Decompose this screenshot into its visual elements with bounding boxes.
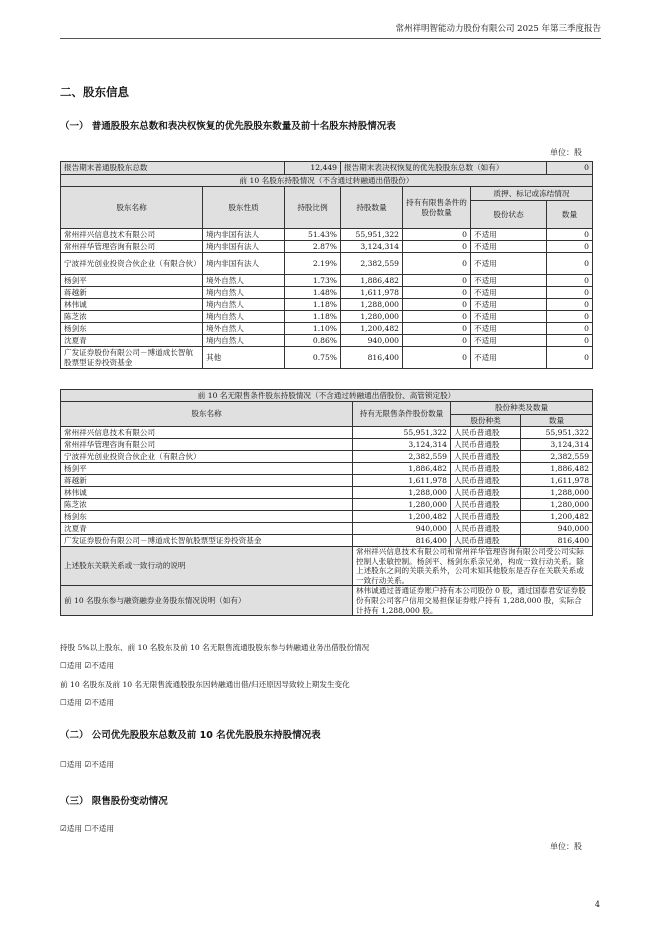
shareholder-name: 杨剑平 xyxy=(61,275,203,287)
pledge-count: 0 xyxy=(547,347,593,369)
share-type: 人民币普通股 xyxy=(451,487,521,499)
shareholding-ratio: 0.86% xyxy=(285,335,341,347)
pledge-count: 0 xyxy=(547,253,593,275)
pledge-count: 0 xyxy=(547,335,593,347)
shareholder-name: 常州祥兴信息技术有限公司 xyxy=(61,229,203,241)
shareholder-name: 常州祥兴信息技术有限公司 xyxy=(61,427,353,439)
table-row xyxy=(61,287,593,299)
related-parties-text: 常州祥兴信息技术有限公司和常州祥华管理咨询有限公司受公司实际控制人张敏控制。杨剑平、杨剑东系亲兄弟，构成一致行动关系。除上述股东之间的关联关系外，公司未知其他股东是否存在关联关系或一致行动关系。 xyxy=(353,547,593,586)
shareholder-name: 林伟诚 xyxy=(61,299,203,311)
shareholding-ratio: 1.48% xyxy=(285,287,341,299)
shareholder-nature: 境内自然人 xyxy=(203,335,285,347)
shareholding-ratio: 2.19% xyxy=(285,253,341,275)
restricted-qty: 0 xyxy=(403,287,471,299)
shareholding-qty: 1,611,978 xyxy=(341,287,403,299)
unrestricted-qty: 1,200,482 xyxy=(353,511,451,523)
shareholder-name: 宁波祥光创业投资合伙企业（有限合伙） xyxy=(61,253,203,275)
table-row xyxy=(61,475,593,487)
shareholding-qty: 3,124,314 xyxy=(341,241,403,253)
shareholding-ratio: 1.73% xyxy=(285,275,341,287)
note-change-options[interactable]: ☐适用 ☑不适用 xyxy=(60,698,114,707)
pref-holders-label: 报告期末表决权恢复的优先股股东总数（如有） xyxy=(341,162,547,175)
pledge-count: 0 xyxy=(547,241,593,253)
table-row xyxy=(61,511,593,523)
col-header-nature: 股东性质 xyxy=(203,187,285,229)
unrestricted-qty: 55,951,322 xyxy=(353,427,451,439)
unrestricted-banner: 前 10 名无限售条件股东持股情况（不含通过转融通出借股份、高管锁定股） xyxy=(61,390,593,402)
table-row xyxy=(61,535,593,547)
shareholder-name: 宁波祥光创业投资合伙企业（有限合伙） xyxy=(61,451,353,463)
table-row xyxy=(61,241,593,253)
related-parties-label: 上述股东关联关系或一致行动的说明 xyxy=(61,547,353,586)
pledge-status: 不适用 xyxy=(471,229,547,241)
restricted-qty: 0 xyxy=(403,299,471,311)
shareholder-name: 沈夏青 xyxy=(61,523,353,535)
common-holders-label: 报告期末普通股股东总数 xyxy=(61,162,285,175)
top10-banner: 前 10 名股东持股情况（不含通过转融通出借股份） xyxy=(61,175,593,187)
unrestricted-qty: 3,124,314 xyxy=(353,439,451,451)
restricted-qty: 0 xyxy=(403,241,471,253)
pledge-count: 0 xyxy=(547,323,593,335)
share-type: 人民币普通股 xyxy=(451,451,521,463)
shareholder-name: 常州祥华管理咨询有限公司 xyxy=(61,439,353,451)
share-count: 2,382,559 xyxy=(521,451,593,463)
share-count: 1,280,000 xyxy=(521,499,593,511)
pledge-status: 不适用 xyxy=(471,311,547,323)
u-col-header-name: 股东名称 xyxy=(61,402,353,427)
subsection-3-options[interactable]: ☑适用 ☐不适用 xyxy=(60,824,114,833)
page-number: 4 xyxy=(594,900,600,909)
restricted-qty: 0 xyxy=(403,229,471,241)
u-col-header-type: 股份种类 xyxy=(451,415,521,427)
subsection-1-title: （一） 普通股股东总数和表决权恢复的优先股股东数量及前十名股东持股情况表 xyxy=(60,121,396,132)
shareholder-name: 沈夏青 xyxy=(61,335,203,347)
unrestricted-qty: 940,000 xyxy=(353,523,451,535)
subsection-2-options[interactable]: ☐适用 ☑不适用 xyxy=(60,760,114,769)
shareholding-ratio: 0.75% xyxy=(285,347,341,369)
table-row xyxy=(61,253,593,275)
share-type: 人民币普通股 xyxy=(451,535,521,547)
share-count: 1,611,978 xyxy=(521,475,593,487)
shareholding-ratio: 1.10% xyxy=(285,323,341,335)
unrestricted-qty: 1,611,978 xyxy=(353,475,451,487)
unit-label: 单位：股 xyxy=(550,148,582,157)
col-header-status: 股份状态 xyxy=(471,201,547,229)
table-row xyxy=(61,523,593,535)
shareholder-name: 蒋越新 xyxy=(61,287,203,299)
shareholder-name: 陈芝浓 xyxy=(61,499,353,511)
share-count: 1,886,482 xyxy=(521,463,593,475)
table-row xyxy=(61,427,593,439)
note-lending-text: 持股 5%以上股东、前 10 名股东及前 10 名无限售流通股股东参与转融通业务出借股份情况 xyxy=(60,643,370,652)
top10-shareholders-table xyxy=(60,161,593,369)
shareholding-ratio: 1.18% xyxy=(285,299,341,311)
unrestricted-qty: 2,382,559 xyxy=(353,451,451,463)
unrestricted-shareholders-table xyxy=(60,389,593,616)
shareholder-name: 杨剑平 xyxy=(61,463,353,475)
pledge-count: 0 xyxy=(547,275,593,287)
shareholder-nature: 境内自然人 xyxy=(203,299,285,311)
unrestricted-qty: 1,886,482 xyxy=(353,463,451,475)
shareholder-nature: 境内非国有法人 xyxy=(203,253,285,275)
col-header-pledge: 质押、标记或冻结情况 xyxy=(471,187,593,201)
restricted-qty: 0 xyxy=(403,275,471,287)
shareholder-nature: 境内非国有法人 xyxy=(203,241,285,253)
shareholder-name: 常州祥华管理咨询有限公司 xyxy=(61,241,203,253)
u-col-header-kind: 股份种类及数量 xyxy=(451,402,593,415)
pledge-status: 不适用 xyxy=(471,335,547,347)
share-type: 人民币普通股 xyxy=(451,475,521,487)
shareholder-name: 蒋越新 xyxy=(61,475,353,487)
share-count: 816,400 xyxy=(521,535,593,547)
table-row xyxy=(61,323,593,335)
pledge-status: 不适用 xyxy=(471,299,547,311)
share-count: 1,200,482 xyxy=(521,511,593,523)
subsection-2-title: （二） 公司优先股股东总数及前 10 名优先股股东持股情况表 xyxy=(60,730,321,741)
shareholder-name: 陈芝浓 xyxy=(61,311,203,323)
pledge-count: 0 xyxy=(547,311,593,323)
share-count: 940,000 xyxy=(521,523,593,535)
restricted-qty: 0 xyxy=(403,311,471,323)
col-header-restricted: 持有有限售条件的股份数量 xyxy=(403,187,471,229)
shareholder-name: 林伟诚 xyxy=(61,487,353,499)
shareholding-qty: 55,951,322 xyxy=(341,229,403,241)
pledge-status: 不适用 xyxy=(471,323,547,335)
col-header-name: 股东名称 xyxy=(61,187,203,229)
share-type: 人民币普通股 xyxy=(451,463,521,475)
shareholding-ratio: 1.18% xyxy=(285,311,341,323)
table-row xyxy=(61,311,593,323)
restricted-qty: 0 xyxy=(403,253,471,275)
table-row xyxy=(61,499,593,511)
shareholding-qty: 1,280,000 xyxy=(341,311,403,323)
shareholder-name: 广发证券股份有限公司－博道成长智航股票型证券投资基金 xyxy=(61,347,203,369)
pledge-status: 不适用 xyxy=(471,241,547,253)
page-header: 常州祥明智能动力股份有限公司 2025 年第三季度报告 xyxy=(60,22,601,39)
col-header-ratio: 持股比例 xyxy=(285,187,341,229)
shareholder-nature: 境内非国有法人 xyxy=(203,229,285,241)
pledge-count: 0 xyxy=(547,299,593,311)
col-header-count: 数量 xyxy=(547,201,593,229)
share-type: 人民币普通股 xyxy=(451,427,521,439)
share-type: 人民币普通股 xyxy=(451,439,521,451)
shareholding-ratio: 51.43% xyxy=(285,229,341,241)
pledge-status: 不适用 xyxy=(471,275,547,287)
common-holders-value: 12,449 xyxy=(285,162,341,175)
shareholder-nature: 其他 xyxy=(203,347,285,369)
share-count: 55,951,322 xyxy=(521,427,593,439)
unrestricted-qty: 1,288,000 xyxy=(353,487,451,499)
shareholder-nature: 境内自然人 xyxy=(203,287,285,299)
pref-holders-value: 0 xyxy=(547,162,593,175)
u-col-header-qty: 持有无限售条件股份数量 xyxy=(353,402,451,427)
share-type: 人民币普通股 xyxy=(451,499,521,511)
shareholder-name: 杨剑东 xyxy=(61,511,353,523)
margin-trading-text: 林伟诚通过普通证券账户持有本公司股份 0 股，通过国泰君安证券股份有限公司客户信用交易担保证券账户持有 1,288,000 股，实际合计持有 1,288,000 股。 xyxy=(353,586,593,616)
pledge-status: 不适用 xyxy=(471,287,547,299)
unit-label-2: 单位：股 xyxy=(550,842,582,851)
pledge-count: 0 xyxy=(547,229,593,241)
table-row xyxy=(61,451,593,463)
share-count: 3,124,314 xyxy=(521,439,593,451)
table-row xyxy=(61,347,593,369)
table-row xyxy=(61,299,593,311)
shareholding-qty: 940,000 xyxy=(341,335,403,347)
shareholder-name: 杨剑东 xyxy=(61,323,203,335)
shareholding-ratio: 2.87% xyxy=(285,241,341,253)
shareholding-qty: 1,886,482 xyxy=(341,275,403,287)
share-count: 1,288,000 xyxy=(521,487,593,499)
table-row xyxy=(61,335,593,347)
u-col-header-count: 数量 xyxy=(521,415,593,427)
note-change-text: 前 10 名股东及前 10 名无限售流通股股东因转融通出借/归还原因导致较上期发生变化 xyxy=(60,680,350,689)
shareholding-qty: 1,200,482 xyxy=(341,323,403,335)
note-lending-options[interactable]: ☐适用 ☑不适用 xyxy=(60,661,114,670)
pledge-status: 不适用 xyxy=(471,347,547,369)
pledge-status: 不适用 xyxy=(471,253,547,275)
shareholding-qty: 1,288,000 xyxy=(341,299,403,311)
shareholder-name: 广发证券股份有限公司－博道成长智航股票型证券投资基金 xyxy=(61,535,353,547)
share-type: 人民币普通股 xyxy=(451,523,521,535)
table-row xyxy=(61,439,593,451)
margin-trading-label: 前 10 名股东参与融资融券业务股东情况说明（如有） xyxy=(61,586,353,616)
shareholding-qty: 2,382,559 xyxy=(341,253,403,275)
table-row xyxy=(61,229,593,241)
unrestricted-qty: 816,400 xyxy=(353,535,451,547)
shareholder-nature: 境外自然人 xyxy=(203,323,285,335)
shareholder-nature: 境内自然人 xyxy=(203,311,285,323)
table-row xyxy=(61,487,593,499)
share-type: 人民币普通股 xyxy=(451,511,521,523)
col-header-qty: 持股数量 xyxy=(341,187,403,229)
pledge-count: 0 xyxy=(547,287,593,299)
table-row xyxy=(61,275,593,287)
restricted-qty: 0 xyxy=(403,323,471,335)
shareholder-nature: 境外自然人 xyxy=(203,275,285,287)
section-title: 二、股东信息 xyxy=(60,85,129,99)
table-row xyxy=(61,463,593,475)
unrestricted-qty: 1,280,000 xyxy=(353,499,451,511)
subsection-3-title: （三） 限售股份变动情况 xyxy=(60,796,168,807)
restricted-qty: 0 xyxy=(403,347,471,369)
restricted-qty: 0 xyxy=(403,335,471,347)
shareholding-qty: 816,400 xyxy=(341,347,403,369)
